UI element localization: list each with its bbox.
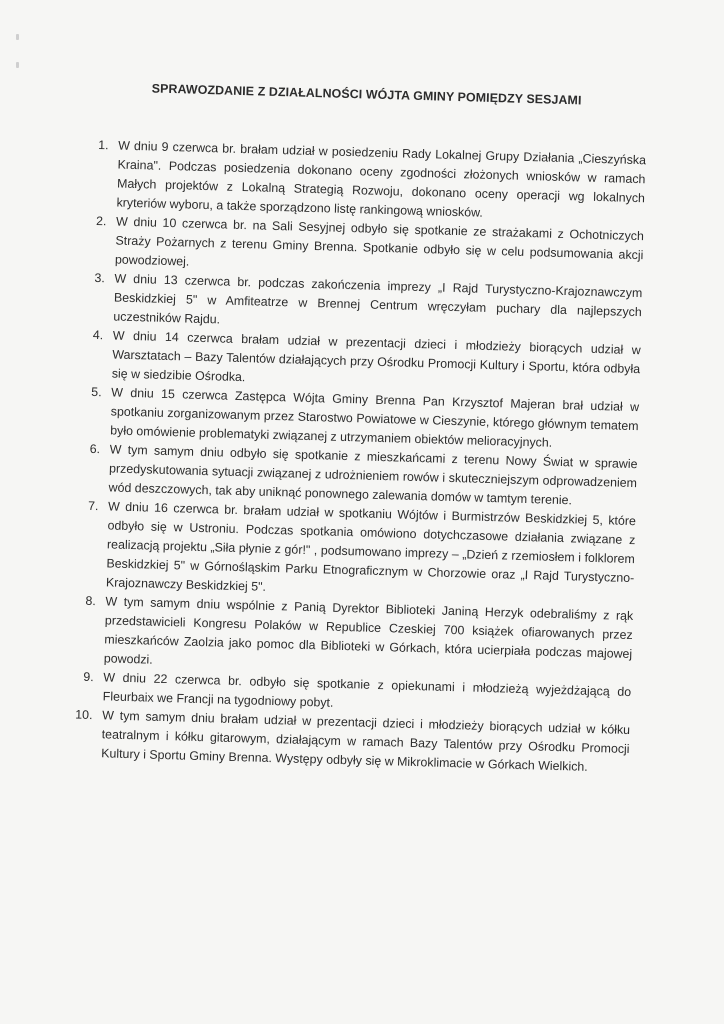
document-body [75, 80, 648, 778]
punch-hole-mark [16, 62, 19, 68]
list-item-number: 6. [89, 441, 101, 457]
list-item [86, 497, 636, 607]
list-item-text: W dniu 15 czerwca Zastępca Wójta Gminy Brenna Pan Krzysztof Majeran brał udział w spotkaniu zorganizowanym przez Starostwo Powiatowe w Cieszynie, którego głównym tematem było omówienie problematyki związanej z utrzymaniem obiektów melioracyjnych. [110, 385, 640, 450]
list-item-number: 8. [85, 593, 96, 609]
list-item-text: W dniu 14 czerwca brałam udział w prezentacji dzieci i młodzieży biorących udział w Warsztatach – Bazy Talentów działających przy Ośrodku Promocji Kultury i Sportu, która odbyła się w siedzibie Ośrodka. [111, 328, 641, 385]
list-item-text: W dniu 16 czerwca br. brałam udział w spotkaniu Wójtów i Burmistrzów Beskidzkiej 5, które odbyło się w Ustroniu. Podczas spotkania omówiono dotychczasowe działania związane z realizacją projektu „Siła płynie z gór!" , podsumowano imprezy – „Dzień z rzemiosłem i folklorem Beskidzkiej 5" w Górnośląskim Parku Etnograficznym w Chorzowie oraz „I Rajd Turystyczno-Krajoznawczy Beskidzkiej 5". [105, 499, 637, 594]
list-item-number: 9. [83, 669, 94, 685]
list-item-number: 2. [95, 213, 107, 229]
punch-hole-mark [16, 34, 19, 40]
list-item-text: W dniu 10 czerwca br. na Sali Sesyjnej odbyło się spotkanie ze strażakami z Ochotniczych Straży Pożarnych z terenu Gminy Brenna. Spotkanie odbyło się w celu podsumowania akcji powodziowej. [114, 214, 645, 269]
document-title: SPRAWOZDANIE Z DZIAŁALNOŚCI WÓJTA GMINY POMIĘDZY SESJAMI [151, 81, 582, 108]
list-item-text: W dniu 22 czerwca br. odbyło się spotkanie z opiekunami i młodzieżą wyjeżdżającą do Fleurbaix we Francji na tygodniowy pobyt. [102, 670, 632, 710]
list-item-text: W dniu 13 czerwca br. podczas zakończenia imprezy „I Rajd Turystyczno-Krajoznawczym Beskidzkiej 5" w Amfiteatrze w Brennej Centrum wręczyłam puchary dla najlepszych uczestników Rajdu. [113, 271, 643, 327]
list-item-number: 7. [87, 498, 99, 514]
list-item-text: W tym samym dniu brałam udział w prezentacji dzieci i młodzieży biorących udział w kółku teatralnym i kółku gitarowym, działającym w ramach Bazy Talentów przy Ośrodku Promocji Kultury i Sportu Gminy Brenna. Występy odbyły się w Mikroklimacie w Górkach Wielkich. [101, 708, 631, 774]
list-item-number: 3. [94, 270, 106, 286]
list-item-text: W dniu 9 czerwca br. brałam udział w posiedzeniu Rady Lokalnej Grupy Działania „Cieszyńska Kraina". Podczas posiedzenia dokonano oceny zgodności złożonych wniosków w ramach Małych projektów z Lokalną Strategią Rozwoju, dokonano oceny operacji wg lokalnych kryteriów wyboru, a także sporządzono listę rankingową wniosków. [116, 138, 647, 220]
list-item-number: 5. [91, 384, 102, 400]
list-item-number: 1. [97, 137, 109, 153]
list-item-text: W tym samym dniu wspólnie z Panią Dyrektor Biblioteki Janiną Herzyk odebraliśmy z rąk przedstawicieli Kongresu Polaków w Republice Czeskiej 700 książek ofiarowanych przez mieszkańców Zaolzia jako pomoc dla Biblioteki w Górkach, która ucierpiała podczas majowej powodzi. [103, 594, 634, 667]
list-item-text: W tym samym dniu odbyło się spotkanie z mieszkańcami z terenu Nowy Świat w sprawie przedyskutowania sytuacji związanej z udrożnieniem rowów i skuteczniejszym odprowadzeniem wód deszczowych, tak aby uniknąć ponownego zalewania domów w tamtym terenie. [108, 442, 638, 508]
list-item-number: 10. [75, 707, 93, 723]
list-item-number: 4. [92, 327, 104, 343]
